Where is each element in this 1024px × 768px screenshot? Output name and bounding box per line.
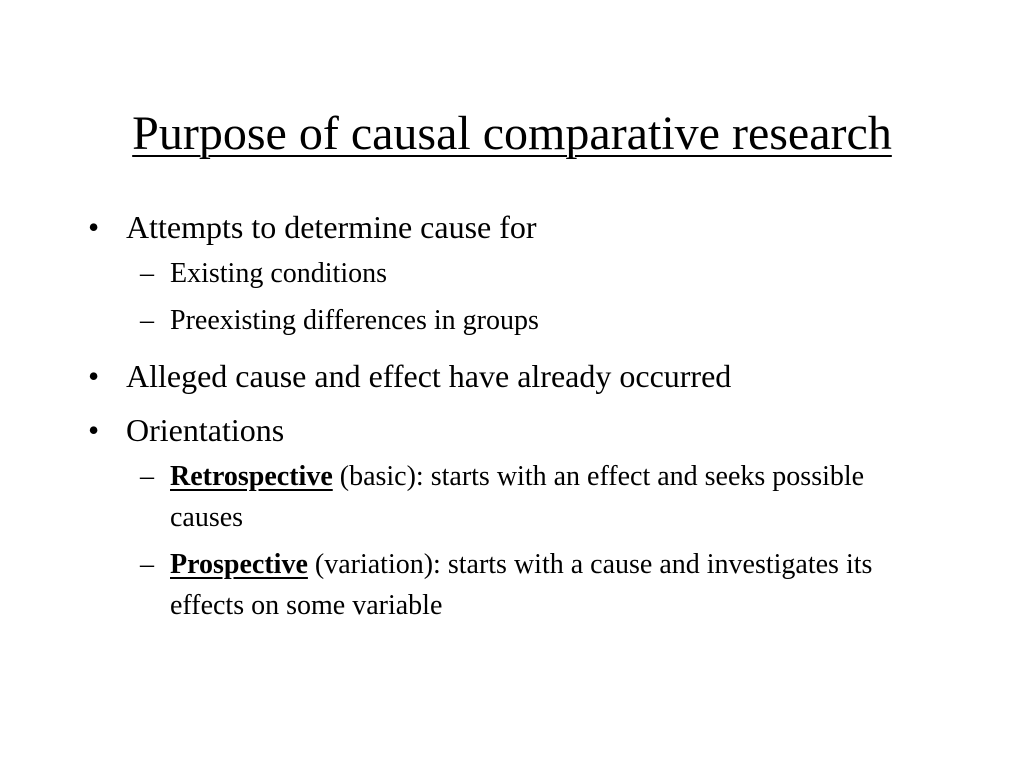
- slide-body: [88, 205, 928, 626]
- term-prospective: Prospective: [170, 549, 308, 580]
- sub-bullet-item: [88, 456, 928, 538]
- slide-title: Purpose of causal comparative research: [132, 107, 892, 160]
- bullet-item: [88, 354, 928, 398]
- bullet-item: [88, 408, 928, 452]
- sub-bullet-text: (basic): starts with an effect and seeks possible causes: [170, 461, 865, 533]
- sub-bullet-item: [88, 253, 928, 294]
- bullet-text: Attempts to determine cause for: [126, 209, 537, 245]
- bullet-icon: •: [88, 209, 100, 245]
- bullet-item: [88, 205, 928, 249]
- dash-icon: –: [140, 549, 154, 580]
- dash-icon: –: [140, 305, 154, 336]
- bullet-icon: •: [88, 358, 100, 394]
- term-retrospective: Retrospective: [170, 461, 333, 492]
- bullet-text: Alleged cause and effect have already occurred: [126, 358, 732, 394]
- sub-bullet-item: [88, 544, 928, 626]
- bullet-text: Orientations: [126, 412, 285, 448]
- sub-bullet-item: [88, 300, 928, 341]
- sub-bullet-text: (variation): starts with a cause and investigates its effects on some variable: [170, 549, 873, 621]
- sub-bullet-text: Preexisting differences in groups: [170, 305, 539, 336]
- dash-icon: –: [140, 258, 154, 289]
- bullet-icon: •: [88, 412, 100, 448]
- sub-bullet-text: Existing conditions: [170, 258, 387, 289]
- dash-icon: –: [140, 461, 154, 492]
